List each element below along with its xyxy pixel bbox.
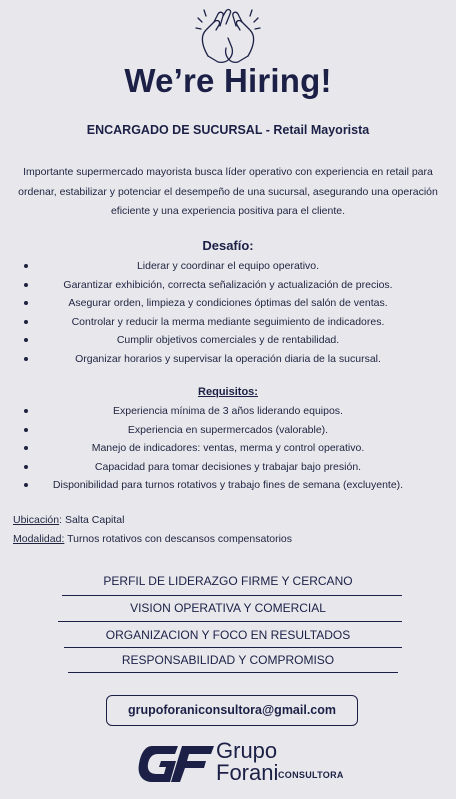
bullet-icon [24, 338, 28, 342]
list-item [0, 313, 456, 332]
logo-word-forani: Forani [216, 760, 279, 785]
profile-item-2: VISION OPERATIVA Y COMERCIAL [130, 601, 326, 615]
bullet-icon [24, 283, 28, 287]
ubicacion-line [13, 514, 124, 526]
modalidad-value: Turnos rotativos con descansos compensatorios [64, 533, 292, 545]
bullet-icon [24, 446, 28, 450]
profile-item-1: PERFIL DE LIDERAZGO FIRME Y CERCANO [103, 574, 353, 588]
logo-word-consultora: CONSULTORA [278, 770, 344, 780]
list-item [0, 421, 456, 440]
list-item [0, 476, 456, 495]
list-item [0, 331, 456, 350]
profile-item-3: ORGANIZACION Y FOCO EN RESULTADOS [105, 628, 351, 642]
bullet-icon [24, 320, 28, 324]
list-item [0, 402, 456, 421]
list-item-text: Garantizar exhibición, correcta señalización y actualización de precios. [63, 278, 393, 291]
company-logo [138, 738, 344, 790]
divider [62, 595, 402, 596]
list-item [0, 294, 456, 313]
list-item-text: Controlar y reducir la merma mediante seguimiento de indicadores. [71, 315, 385, 328]
gf-logo-mark-icon [138, 742, 216, 784]
high-five-hands-icon [188, 4, 268, 66]
divider [58, 621, 402, 622]
list-item [0, 257, 456, 276]
list-item-text: Experiencia en supermercados (valorable). [127, 423, 329, 436]
list-item-text: Capacidad para tomar decisiones y trabajar bajo presión. [94, 460, 362, 473]
modalidad-label: Modalidad: [13, 533, 65, 545]
bullet-icon [24, 428, 28, 432]
page-headline: We’re Hiring! [124, 62, 332, 99]
list-item-text: Asegurar orden, limpieza y condiciones óptimas del salón de ventas. [68, 297, 388, 310]
list-item [0, 458, 456, 477]
list-item [0, 439, 456, 458]
list-item [0, 350, 456, 369]
desafio-list [0, 257, 456, 369]
requisitos-list [0, 402, 456, 495]
list-item [0, 276, 456, 295]
ubicacion-value: : Salta Capital [59, 514, 125, 526]
bullet-icon [24, 409, 28, 413]
list-item-text: Disponibilidad para turnos rotativos y trabajo fines de semana (excluyente). [52, 479, 404, 492]
logo-word-grupo: Grupo [216, 738, 278, 763]
list-item-text: Liderar y coordinar el equipo operativo. [136, 260, 320, 272]
divider [64, 647, 402, 648]
list-item-text: Organizar horarios y supervisar la operación diaria de la sucursal. [75, 352, 381, 365]
intro-paragraph: Importante supermercado mayorista busca líder operativo con experiencia en retail para ordenar, estabilizar y potenciar el desempeño de una sucursal, asegurando una operación eficiente y una experiencia positiva para el cliente. [18, 166, 438, 217]
profile-item-4: RESPONSABILIDAD Y COMPROMISO [121, 653, 335, 667]
desafio-heading: Desafío: [202, 238, 254, 253]
list-item-text: Experiencia mínima de 3 años liderando equipos. [113, 405, 343, 417]
bullet-icon [24, 483, 28, 487]
bullet-icon [24, 301, 28, 305]
modalidad-line [13, 533, 292, 545]
divider [68, 672, 398, 673]
ubicacion-label: Ubicación [13, 514, 60, 526]
list-item-text: Cumplir objetivos comerciales y de rentabilidad. [116, 334, 340, 347]
list-item-text: Manejo de indicadores: ventas, merma y control operativo. [91, 442, 365, 455]
bullet-icon [24, 465, 28, 469]
job-title: ENCARGADO DE SUCURSAL - Retail Mayorista [86, 123, 370, 137]
bullet-icon [24, 357, 28, 361]
requisitos-heading: Requisitos: [198, 386, 258, 398]
bullet-icon [24, 264, 28, 268]
email-contact-link[interactable]: grupoforaniconsultora@gmail.com [106, 695, 358, 726]
